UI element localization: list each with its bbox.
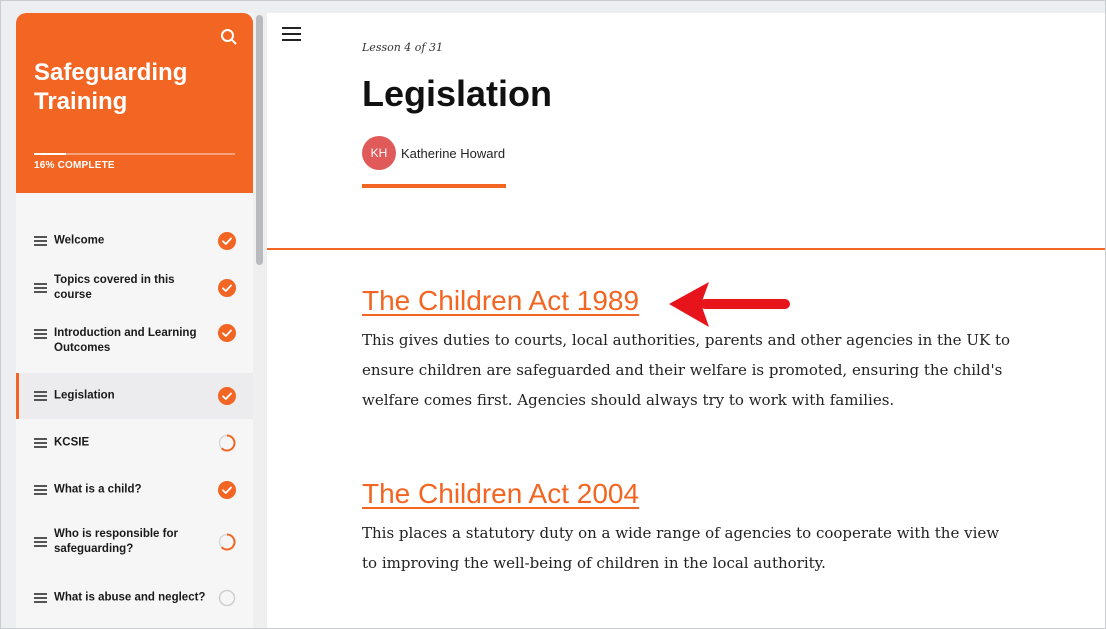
title-underline	[362, 184, 506, 188]
lesson-item-label: What is a child?	[54, 483, 142, 496]
lesson-item-abuse-and-neglect[interactable]	[16, 575, 253, 621]
sidebar-scroll-thumb[interactable]	[256, 15, 263, 265]
section-body: This places a statutory duty on a wide range of agencies to cooperate with the view to improving the well-being of children in the local authority.	[362, 524, 1000, 572]
check-circle-icon	[218, 387, 236, 405]
check-circle-icon	[218, 481, 236, 499]
sidebar-scrollbar[interactable]	[253, 13, 266, 629]
check-circle-icon	[218, 279, 236, 297]
lesson-item-who-is-responsible[interactable]	[16, 519, 253, 565]
lesson-item-label: KCSIE	[54, 436, 90, 449]
hamburger-menu-icon[interactable]	[282, 27, 301, 41]
lesson-item-label: Topics covered in this course	[54, 274, 175, 301]
course-progress-bar	[34, 153, 235, 155]
author-name: Katherine Howard	[401, 145, 506, 161]
lesson-author	[362, 136, 505, 170]
avatar: KH	[362, 136, 396, 170]
course-progress-fill	[34, 153, 66, 155]
lesson-item-label: Introduction and Learning Outcomes	[54, 327, 197, 354]
sidebar-header	[16, 13, 253, 193]
section-children-act-2004	[362, 478, 1012, 578]
lesson-item-label: Who is responsible for safeguarding?	[54, 528, 178, 555]
progress-circle-icon	[218, 434, 236, 452]
lesson-item-kcsie[interactable]	[16, 420, 253, 466]
lesson-item-topics-covered[interactable]	[16, 265, 253, 311]
lesson-item-label: Legislation	[54, 389, 115, 402]
lines-icon	[34, 537, 47, 547]
section-heading-link[interactable]: The Children Act 2004	[362, 478, 640, 509]
check-circle-icon	[218, 232, 236, 250]
empty-circle-icon	[218, 589, 236, 607]
search-icon[interactable]	[219, 27, 239, 47]
header-divider	[267, 248, 1106, 250]
lines-icon	[34, 438, 47, 448]
lesson-counter: Lesson 4 of 31	[362, 41, 443, 54]
lesson-item-label: Welcome	[54, 234, 105, 247]
lesson-title: Legislation	[362, 73, 553, 114]
section-heading-link[interactable]: The Children Act 1989	[362, 285, 640, 316]
lesson-item-introduction[interactable]	[16, 318, 253, 364]
lines-icon	[34, 236, 47, 246]
lesson-item-label: What is abuse and neglect?	[54, 591, 206, 604]
lines-icon	[34, 485, 47, 495]
course-sidebar	[16, 13, 253, 629]
lines-icon	[34, 329, 47, 339]
lesson-item-legislation[interactable]	[16, 373, 253, 419]
lines-icon	[34, 283, 47, 293]
section-body: This gives duties to courts, local authorities, parents and other agencies in the UK to ensure children are safeguarded and their welfare is promoted, ensuring the child's welfare comes first. Agencies should always try to work with families.	[362, 331, 1011, 409]
lesson-item-what-is-a-child[interactable]	[16, 467, 253, 513]
check-circle-icon	[218, 324, 236, 342]
course-progress-label: 16% COMPLETE	[34, 160, 115, 171]
annotation-arrow-icon	[669, 280, 791, 332]
progress-circle-icon	[218, 533, 236, 551]
lines-icon	[34, 391, 47, 401]
course-title: Safeguarding Training	[34, 59, 188, 115]
lines-icon	[34, 593, 47, 603]
lesson-item-welcome[interactable]	[16, 218, 253, 264]
